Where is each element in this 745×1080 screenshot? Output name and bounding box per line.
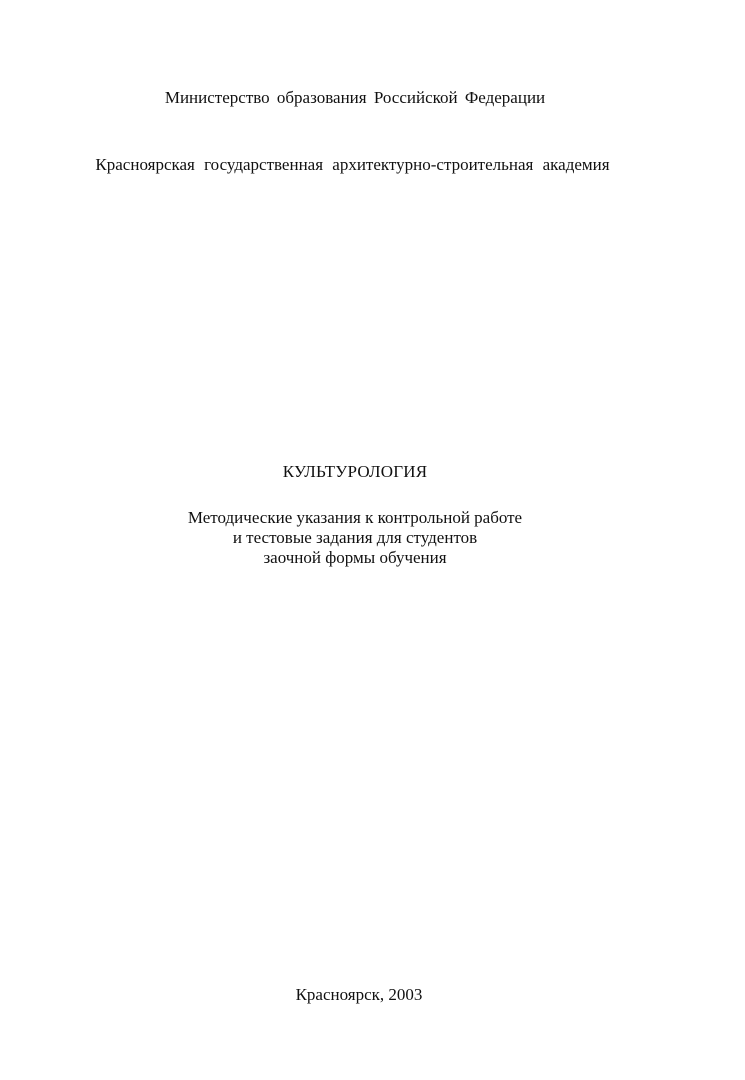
city-year: Красноярск, 2003: [295, 985, 423, 1004]
subtitle-line: заочной формы обучения: [263, 548, 447, 567]
subtitle-line: Методические указания к контрольной работе: [187, 508, 523, 527]
document-subtitle: [0, 508, 710, 568]
document-title: КУЛЬТУРОЛОГИЯ: [282, 462, 428, 481]
academy-name: Красноярская государственная архитектурно-строительная академия: [95, 155, 610, 174]
ministry-header: Министерство образования Российской Федерации: [164, 88, 546, 107]
subtitle-line: и тестовые задания для студентов: [232, 528, 478, 547]
